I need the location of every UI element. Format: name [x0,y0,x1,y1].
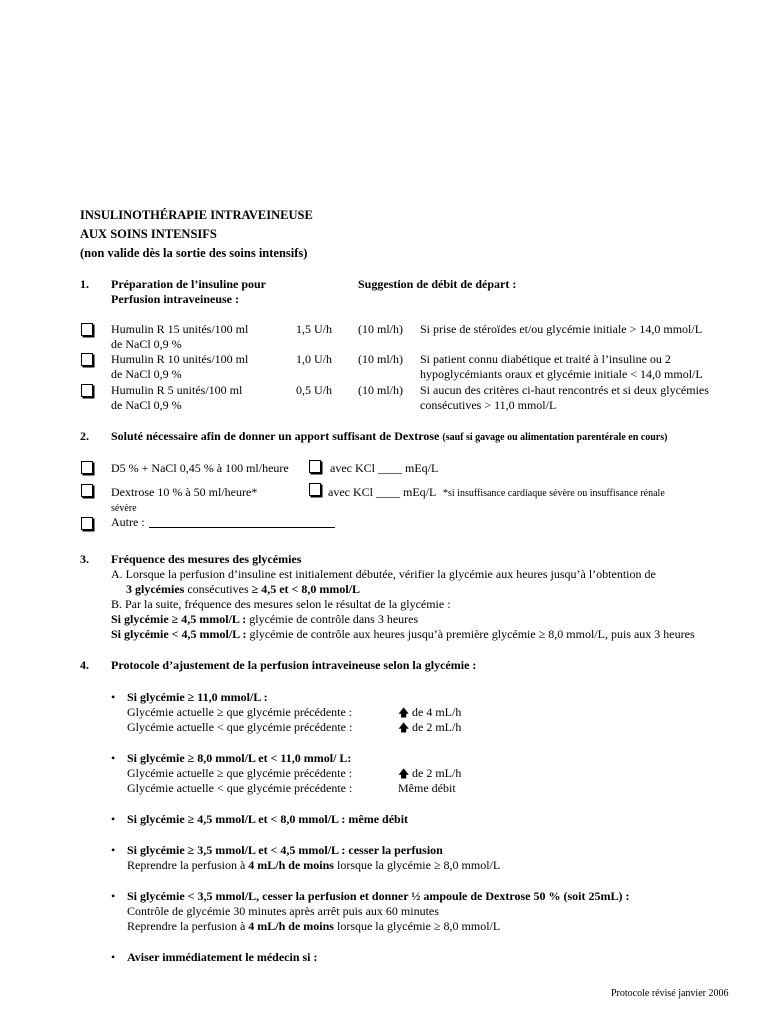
bullet-5-line-2 [127,919,500,934]
d5-kcl-label: avec KCl ____ mEq/L [330,461,439,475]
humulin-15-condition: Si prise de stéroïdes et/ou glycémie initiale > 14,0 mmol/L [420,322,703,336]
bullet-1-line-1: Glycémie actuelle ≥ que glycémie précédente : [127,705,353,719]
bullet-4-l1a: Reprendre la perfusion à [127,858,249,872]
humulin-15-label: Humulin R 15 unités/100 ml [111,322,249,336]
bullet-2-result-1-text: de 2 mL/h [412,766,462,780]
humulin-15-rate: 1,5 U/h [296,322,332,336]
section-2-heading [111,429,667,445]
bullet-1-head: Si glycémie ≥ 11,0 mmol/L : [127,690,268,704]
bullet-6-head: Aviser immédiatement le médecin si : [127,950,318,964]
bullet-4: • [111,843,116,857]
humulin-10-checkbox[interactable] [81,353,93,366]
humulin-5-rate: 0,5 U/h [296,383,332,397]
section-1-heading-2: Perfusion intraveineuse : [111,292,239,306]
arrow-up-icon: 🡅 [398,768,410,780]
dextrose10-kcl-label: avec KCl ____ mEq/L [328,485,437,499]
section-3-a2-mid: consécutives [184,582,252,596]
humulin-5-condition-2: consécutives > 11,0 mmol/L [420,398,557,412]
humulin-10-condition-2: hypoglycémiants oraux et glycémie initiale < 14,0 mmol/L [420,367,703,381]
bullet-3-head: Si glycémie ≥ 4,5 mmol/L et < 8,0 mmol/L : même débit [127,812,409,826]
bullet-5-l2c: lorsque la glycémie ≥ 8,0 mmol/L [333,919,501,933]
section-3-d-text: glycémie de contrôle aux heures jusqu’à première glycémie ≥ 8,0 mmol/L, puis aux 3 heures [246,627,695,641]
dextrose10-label: Dextrose 10 % à 50 ml/heure* [111,485,258,499]
d5-kcl-checkbox[interactable] [309,460,321,473]
humulin-15-checkbox[interactable] [81,323,93,336]
section-3-c-text: glycémie de contrôle dans 3 heures [246,612,419,626]
bullet-4-line-1 [127,858,500,873]
bullet-4-head: Si glycémie ≥ 3,5 mmol/L et < 4,5 mmol/L : cesser la perfusion [127,843,443,857]
bullet-4-l1c: lorsque la glycémie ≥ 8,0 mmol/L [333,858,501,872]
dextrose10-checkbox[interactable] [81,484,93,497]
section-4-heading: Protocole d’ajustement de la perfusion intraveineuse selon la glycémie : [111,658,477,672]
section-3-number: 3. [80,552,89,566]
title-line-3: (non valide dès la sortie des soins intensifs) [80,246,308,260]
bullet-2-result-2: Même débit [398,781,456,795]
section-1-suggestion: Suggestion de débit de départ : [358,277,517,291]
bullet-5: • [111,889,116,903]
section-3-c-bold: Si glycémie ≥ 4,5 mmol/L : [111,612,247,626]
bullet-2-line-2: Glycémie actuelle < que glycémie précédente : [127,781,353,795]
humulin-5-checkbox[interactable] [81,384,93,397]
bullet-1-result-2 [398,720,461,736]
section-2-heading-note: (sauf si gavage ou alimentation parentérale en cours) [442,432,668,443]
bullet-5-l2b: 4 mL/h de moins [248,919,334,933]
section-3-line-c [111,612,418,627]
title-line-2: AUX SOINS INTENSIFS [80,227,217,241]
dextrose10-kcl-checkbox[interactable] [309,483,321,496]
bullet-5-l2a: Reprendre la perfusion à [127,919,249,933]
dextrose10-note-2: sévère [111,503,137,514]
bullet-2: • [111,751,116,765]
bullet-1: • [111,690,116,704]
bullet-6: • [111,950,116,964]
section-4-number: 4. [80,658,89,672]
humulin-10-label-2: de NaCl 0,9 % [111,367,182,381]
title-line-1: INSULINOTHÉRAPIE INTRAVEINEUSE [80,208,313,222]
bullet-2-line-1: Glycémie actuelle ≥ que glycémie précédente : [127,766,353,780]
bullet-2-head: Si glycémie ≥ 8,0 mmol/L et < 11,0 mmol/ L: [127,751,352,765]
section-2-heading-text: Soluté nécessaire afin de donner un apport suffisant de Dextrose [111,429,440,443]
bullet-5-line-1: Contrôle de glycémie 30 minutes après arrêt puis aux 60 minutes [127,904,439,918]
bullet-1-result-1-text: de 4 mL/h [412,705,462,719]
humulin-5-condition: Si aucun des critères ci-haut rencontrés et si deux glycémies [420,383,709,397]
autre-input-line[interactable] [149,516,335,528]
humulin-10-condition: Si patient connu diabétique et traité à l’insuline ou 2 [420,352,671,366]
section-3-a2-bold: 3 glycémies [126,582,185,596]
bullet-5-head: Si glycémie < 3,5 mmol/L, cesser la perfusion et donner ½ ampoule de Dextrose 50 % (soit 25mL) : [127,889,630,903]
section-3-heading: Fréquence des mesures des glycémies [111,552,302,566]
section-3-line-d [111,627,695,642]
bullet-1-result-2-text: de 2 mL/h [412,720,462,734]
d5-label: D5 % + NaCl 0,45 % à 100 ml/heure [111,461,289,475]
section-2-number: 2. [80,429,89,443]
bullet-1-result-1 [398,705,461,721]
bullet-2-result-1 [398,766,461,782]
section-3-line-b: B. Par la suite, fréquence des mesures selon le résultat de la glycémie : [111,597,451,611]
humulin-5-ml: (10 ml/h) [358,383,403,397]
arrow-up-icon: 🡅 [398,722,410,734]
humulin-15-label-2: de NaCl 0,9 % [111,337,182,351]
bullet-3: • [111,812,116,826]
section-3-a2-bold2: ≥ 4,5 et < 8,0 mmol/L [251,582,361,596]
humulin-10-ml: (10 ml/h) [358,352,403,366]
humulin-10-label: Humulin R 10 unités/100 ml [111,352,249,366]
dextrose10-note: *si insuffisance cardiaque sévère ou insuffisance rénale [443,488,665,499]
humulin-5-label: Humulin R 5 unités/100 ml [111,383,243,397]
humulin-10-rate: 1,0 U/h [296,352,332,366]
autre-checkbox[interactable] [81,517,93,530]
section-3-d-bold: Si glycémie < 4,5 mmol/L : [111,627,247,641]
section-3-line-a2 [126,582,360,597]
bullet-4-l1b: 4 mL/h de moins [248,858,334,872]
section-1-number: 1. [80,277,89,291]
footer-revision: Protocole révisé janvier 2006 [611,988,729,999]
bullet-1-line-2: Glycémie actuelle < que glycémie précédente : [127,720,353,734]
humulin-5-label-2: de NaCl 0,9 % [111,398,182,412]
section-3-line-a: A. Lorsque la perfusion d’insuline est initialement débutée, vérifier la glycémie aux heures jusqu’à l’obtention de [111,567,656,581]
autre-label: Autre : [111,515,145,529]
d5-checkbox[interactable] [81,461,93,474]
arrow-up-icon: 🡅 [398,707,410,719]
section-1-heading-1: Préparation de l’insuline pour [111,277,267,291]
humulin-15-ml: (10 ml/h) [358,322,403,336]
